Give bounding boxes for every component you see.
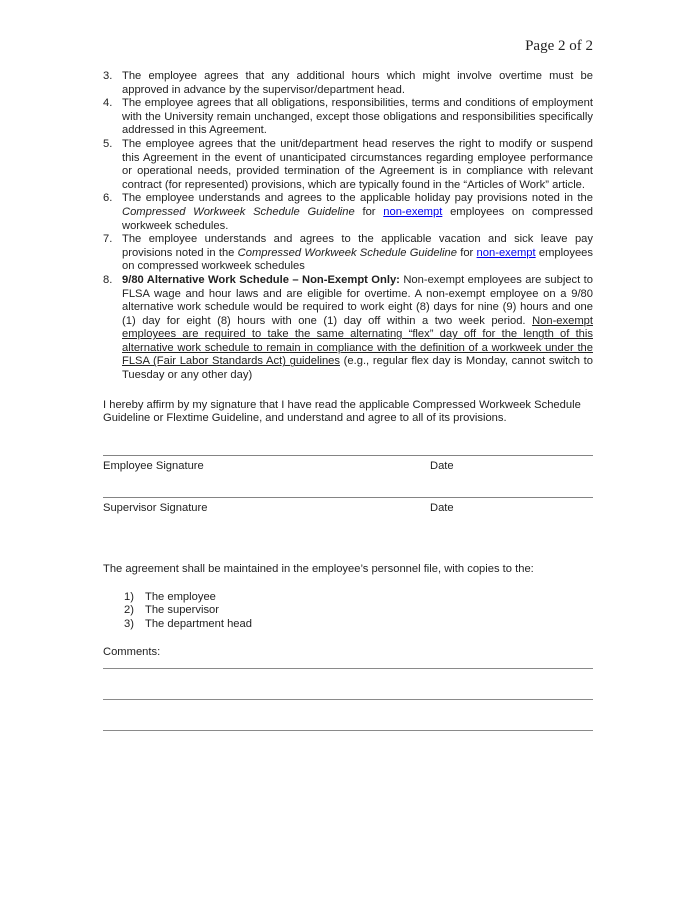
text-segment: 9/80 Alternative Work Schedule – Non-Exempt Only: [122, 273, 400, 286]
distribution-item-text: The supervisor [145, 604, 219, 617]
distribution-intro: The agreement shall be maintained in the employee’s personnel file, with copies to the: [103, 563, 534, 576]
comments-line [103, 699, 593, 700]
agreement-item [103, 233, 593, 274]
list-item-text [122, 97, 593, 138]
text-segment: Non-exempt employees are required to take the same alternating “flex” day off for the length of this alternative work schedule to remain in compliance with the definition of a workweek under the FLSA (Fair Labor Standards Act) guidelines [122, 314, 593, 368]
text-segment: employees on compressed workweek schedules [122, 246, 593, 273]
list-item-number: 6. [103, 192, 113, 205]
agreement-item [103, 192, 593, 233]
text-segment: employees on compressed workweek schedules. [122, 205, 593, 232]
list-item-text [122, 274, 593, 383]
non-exempt-link[interactable]: non-exempt [476, 246, 536, 259]
text-segment: The employee agrees that all obligations, responsibilities, terms and conditions of employment with the University remain unchanged, except those obligations and responsibilities specifically addressed in this Agreement. [122, 97, 593, 137]
list-item-number: 4. [103, 97, 113, 110]
signature-labels [103, 460, 593, 474]
text-segment: (e.g., regular flex day is Monday, cannot switch to Tuesday or any other day) [122, 355, 593, 382]
distribution-item [124, 618, 593, 632]
distribution-item-number: 1) [124, 590, 134, 603]
distribution-item [124, 591, 593, 605]
list-item-number: 7. [103, 233, 113, 246]
text-segment: Non-exempt employees are subject to FLSA wage and hour laws and are eligible for overtime. A non-exempt employee on a 9/80 alternative work schedule would be required to work eight (8) days for nine (9) hours and one (1) day for eight (8) hours with one (1) day off within a two week period. [122, 273, 593, 327]
comments-line [103, 730, 593, 731]
list-item-text [122, 70, 593, 97]
list-item-text [122, 138, 593, 192]
list-item-number: 5. [103, 137, 113, 150]
agreement-item [103, 274, 593, 383]
agreement-item [103, 138, 593, 192]
text-segment: for [456, 246, 477, 259]
text-segment: for [354, 205, 384, 218]
text-segment: The employee understands and agrees to the applicable vacation and sick leave pay provisions noted in the [122, 233, 593, 259]
text-segment: The employee understands and agrees to the applicable holiday pay provisions noted in the [122, 192, 593, 205]
list-item-number: 8. [103, 273, 113, 286]
page-number: Page 2 of 2 [525, 38, 593, 54]
text-segment: The employee agrees that any additional hours which might involve overtime must be approved in advance by the supervisor/department head. [122, 70, 593, 96]
distribution-item-number: 2) [124, 604, 134, 617]
distribution-item-text: The department head [145, 617, 252, 630]
list-item-text [122, 192, 593, 233]
distribution-item [124, 604, 593, 618]
date-label: Date [430, 502, 454, 515]
signature-labels [103, 502, 593, 516]
employee-signature-label: Employee Signature [103, 459, 204, 472]
supervisor-signature-row [103, 497, 593, 516]
comments-label: Comments: [103, 646, 161, 659]
affirmation-paragraph: I hereby affirm by my signature that I have read the applicable Compressed Workweek Schedule Guideline or Flextime Guideline, and understand and agree to all of its provisions. [103, 398, 581, 425]
text-segment: The employee agrees that the unit/department head reserves the right to modify or suspend this Agreement in the event of unanticipated circumstances regarding employee performance or operational needs, provided termination of the Agreement is in compliance with relevant contract (for represented) provisions, which are typically found in the “Articles of Work” article. [122, 137, 593, 191]
distribution-item-text: The employee [145, 590, 216, 603]
list-item-text [122, 233, 593, 274]
text-segment: Compressed Workweek Schedule Guideline [237, 246, 457, 259]
distribution-item-number: 3) [124, 617, 134, 630]
date-label: Date [430, 459, 454, 472]
supervisor-signature-label: Supervisor Signature [103, 502, 208, 515]
comments-line [103, 668, 593, 669]
non-exempt-link[interactable]: non-exempt [383, 205, 443, 218]
agreement-item [103, 97, 593, 138]
agreement-list [103, 70, 593, 383]
list-item-number: 3. [103, 70, 113, 82]
employee-signature-row [103, 455, 593, 474]
distribution-list [103, 591, 593, 632]
agreement-item [103, 70, 593, 97]
text-segment: Compressed Workweek Schedule Guideline [122, 205, 355, 218]
